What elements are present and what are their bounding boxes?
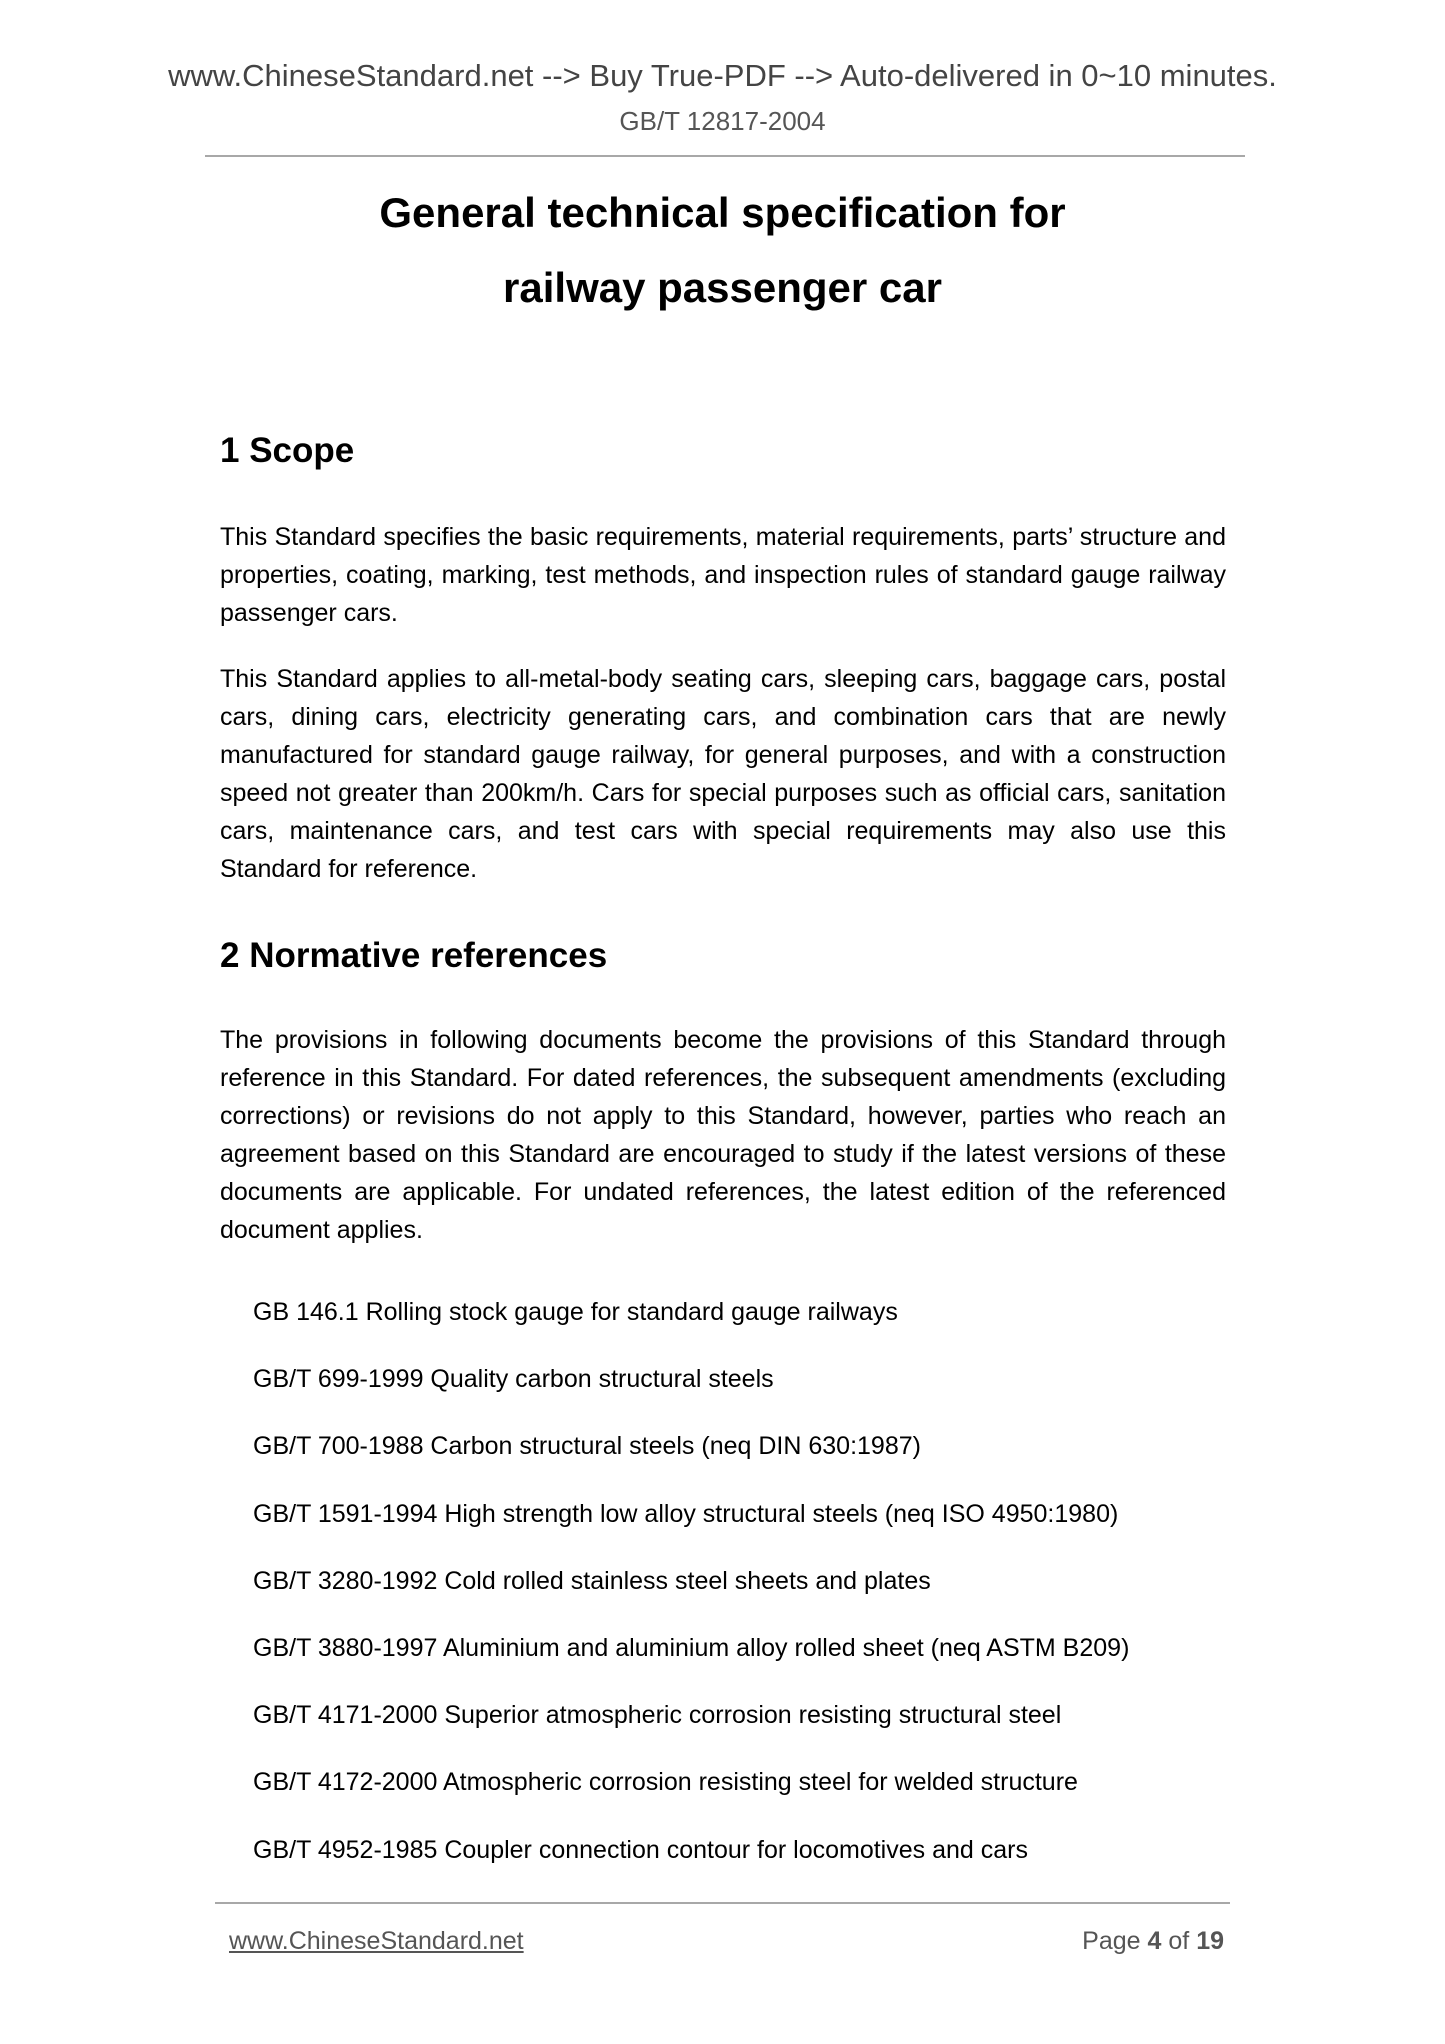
header-divider — [205, 155, 1245, 157]
page-label: Page — [1082, 1927, 1141, 1955]
reference-item: GB/T 700-1988 Carbon structural steels (neq DIN 630:1987) — [253, 1432, 921, 1461]
reference-item: GB/T 4952-1985 Coupler connection contour for locomotives and cars — [253, 1835, 1028, 1864]
reference-item: GB/T 699-1999 Quality carbon structural steels — [253, 1365, 774, 1394]
reference-item: GB 146.1 Rolling stock gauge for standard gauge railways — [253, 1298, 898, 1326]
document-title-line-1: General technical specification for — [379, 189, 1066, 236]
section-heading-scope: 1 Scope — [220, 431, 355, 470]
section-heading-normative-references: 2 Normative references — [220, 936, 608, 975]
reference-list — [253, 1279, 1129, 1884]
header-banner: www.ChineseStandard.net --> Buy True-PDF --> Auto-delivered in 0~10 minutes. — [168, 58, 1277, 93]
standard-number: GB/T 12817-2004 — [619, 106, 826, 136]
scope-paragraph-2: This Standard applies to all-metal-body seating cars, sleeping cars, baggage cars, postal cars, dining cars, electricity generating cars, and combination cars that are newly manufactured for standard gauge railway, for general purposes, and with a construction speed not greater than 200km/h. Cars for special purposes such as official cars, sanitation cars, maintenance cars, and test cars with special requirements may also use this Standard for reference. — [220, 665, 1226, 883]
normative-references-paragraph: The provisions in following documents become the provisions of this Standard through reference in this Standard. For dated references, the subsequent amendments (excluding corrections) or revisions do not apply to this Standard, however, parties who reach an agreement based on this Standard are encouraged to study if the latest versions of these documents are applicable. For undated references, the latest edition of the referenced document applies. — [220, 1026, 1226, 1244]
page-indicator — [1082, 1926, 1224, 1956]
page-total: 19 — [1196, 1927, 1224, 1955]
reference-item: GB/T 3880-1997 Aluminium and aluminium alloy rolled sheet (neq ASTM B209) — [253, 1633, 1130, 1662]
reference-item: GB/T 3280-1992 Cold rolled stainless steel sheets and plates — [253, 1566, 931, 1595]
footer-site-link[interactable]: www.ChineseStandard.net — [229, 1927, 524, 1955]
page-current: 4 — [1147, 1927, 1162, 1955]
document-title-line-2: railway passenger car — [503, 264, 942, 311]
reference-item: GB/T 1591-1994 High strength low alloy structural steels (neq ISO 4950:1980) — [253, 1499, 1119, 1528]
scope-paragraph-1: This Standard specifies the basic requirements, material requirements, parts’ structure and properties, coating, marking, test methods, and inspection rules of standard gauge railway passenger cars. — [220, 523, 1226, 627]
footer-divider — [215, 1902, 1230, 1904]
page-of: of — [1168, 1927, 1190, 1955]
reference-item: GB/T 4172-2000 Atmospheric corrosion resisting steel for welded structure — [253, 1768, 1078, 1797]
reference-item: GB/T 4171-2000 Superior atmospheric corrosion resisting structural steel — [253, 1701, 1062, 1730]
